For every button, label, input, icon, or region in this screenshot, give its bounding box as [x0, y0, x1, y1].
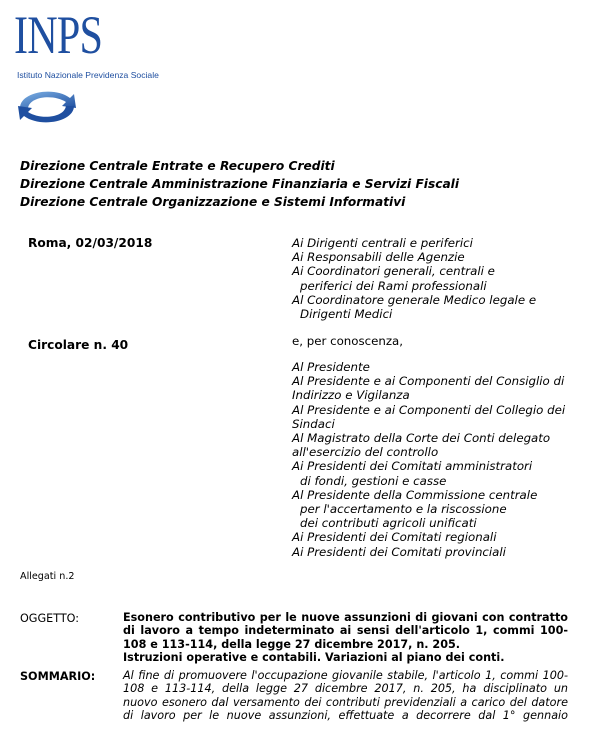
cc-recipient-line: all'esercizio del controllo: [292, 445, 439, 460]
inps-circular-arrows-icon: [14, 84, 80, 128]
inps-logo: [14, 5, 189, 128]
sommario-line: 108 e 113-114, della legge 27 dicembre 2017, n. 205, ha disciplinato un: [123, 682, 568, 696]
oggetto-line: Esonero contributivo per le nuove assunzioni di giovani con contratto: [123, 611, 568, 624]
sommario-line: nuovo esonero dal versamento dei contributi previdenziali a carico del datore: [123, 695, 568, 709]
direction-line: Direzione Centrale Amministrazione Finanziaria e Servizi Fiscali: [20, 177, 460, 191]
logo-subtitle: Istituto Nazionale Previdenza Sociale: [17, 70, 159, 80]
oggetto-line: Istruzioni operative e contabili. Variazioni al piano dei conti.: [123, 650, 505, 664]
recipient-line: Dirigenti Medici: [300, 307, 393, 322]
oggetto-line: 108 e 113-114, della legge 27 dicembre 2017, n. 205.: [123, 637, 461, 651]
directions-block: [20, 157, 459, 211]
sommario-line: di lavoro per le nuove assunzioni, effettuate a decorrere dal 1° gennaio: [123, 708, 568, 722]
recipient-line: Ai Responsabili delle Agenzie: [292, 250, 465, 265]
cc-recipient-line: Indirizzo e Vigilanza: [292, 388, 410, 403]
recipient-line: Ai Dirigenti centrali e periferici: [292, 236, 473, 250]
cc-recipient-line: Al Presidente: [292, 360, 370, 374]
sommario-label: SOMMARIO:: [20, 670, 96, 683]
cc-recipient-line: Sindaci: [292, 416, 335, 431]
cc-recipient-line: Ai Presidenti dei Comitati regionali: [292, 530, 497, 545]
attachments-count: Allegati n.2: [20, 571, 75, 582]
oggetto-text: [123, 611, 568, 664]
oggetto-label: OGGETTO:: [20, 612, 80, 625]
cc-recipients-list: [292, 360, 565, 559]
cc-recipient-line: Al Magistrato della Corte dei Conti delegato: [292, 431, 551, 446]
circolare-number: Circolare n. 40: [28, 338, 129, 352]
oggetto-line: di lavoro a tempo indeterminato ai sensi dell'articolo 1, commi 100-: [123, 624, 568, 638]
direction-line: Direzione Centrale Organizzazione e Sistemi Informativi: [20, 195, 406, 209]
recipient-line: periferici dei Rami professionali: [300, 278, 487, 293]
cc-recipient-line: dei contributi agricoli unificati: [300, 516, 477, 531]
sommario-text: [123, 669, 568, 722]
recipient-line: Ai Coordinatori generali, centrali e: [292, 264, 495, 279]
cc-recipient-line: Ai Presidenti dei Comitati provinciali: [292, 544, 506, 559]
cc-recipient-line: Al Presidente e ai Componenti del Consiglio di: [292, 374, 565, 389]
cc-recipient-line: Ai Presidenti dei Comitati amministratori: [292, 459, 533, 474]
cc-intro: e, per conoscenza,: [292, 334, 404, 348]
place-date: Roma, 02/03/2018: [28, 236, 153, 250]
cc-recipient-line: di fondi, gestioni e casse: [300, 473, 447, 488]
direction-line: Direzione Centrale Entrate e Recupero Crediti: [20, 159, 335, 173]
recipient-line: Al Coordinatore generale Medico legale e: [292, 292, 537, 307]
logo-wordmark: INPS: [14, 5, 103, 65]
recipients-list: [292, 236, 536, 321]
cc-recipient-line: per l'accertamento e la riscossione: [300, 502, 507, 517]
cc-recipient-line: Al Presidente della Commissione centrale: [292, 487, 538, 502]
cc-recipient-line: Al Presidente e ai Componenti del Collegio dei: [292, 402, 566, 417]
sommario-line: Al fine di promuovere l'occupazione giovanile stabile, l'articolo 1, commi 100-: [123, 669, 568, 682]
